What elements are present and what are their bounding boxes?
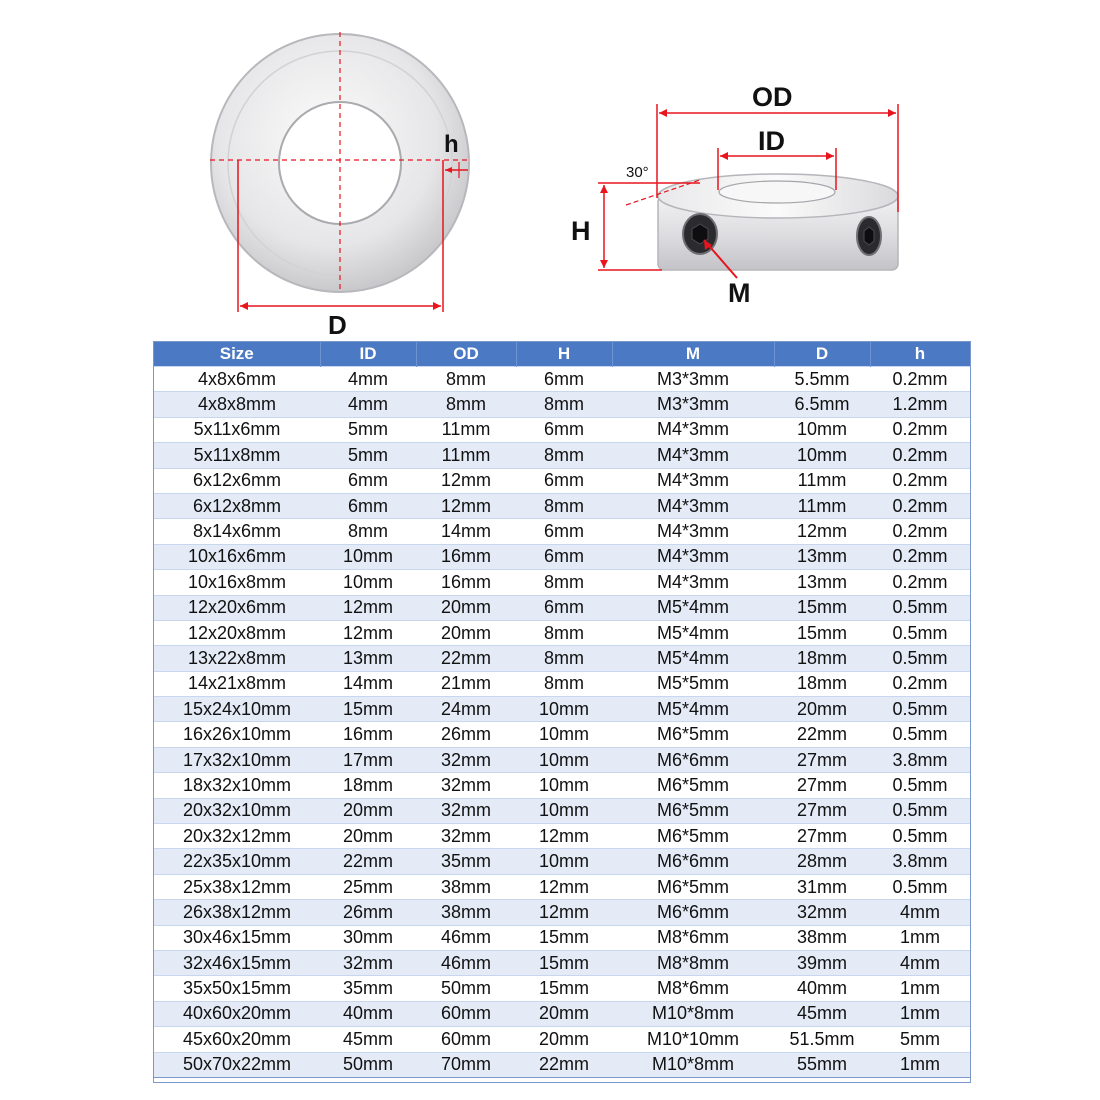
- table-cell: 50mm: [320, 1052, 416, 1077]
- table-cell: 6x12x8mm: [154, 493, 320, 518]
- table-cell: 27mm: [774, 824, 870, 849]
- table-cell: 32x46x15mm: [154, 950, 320, 975]
- table-cell: 0.2mm: [870, 417, 970, 442]
- table-cell: 5mm: [320, 443, 416, 468]
- table-cell: M4*3mm: [612, 468, 774, 493]
- table-row: [154, 1052, 970, 1077]
- table-cell: 0.2mm: [870, 493, 970, 518]
- table-cell: 15mm: [774, 595, 870, 620]
- table-cell: 12mm: [516, 824, 612, 849]
- table-cell: 0.2mm: [870, 468, 970, 493]
- table-cell: 5mm: [320, 417, 416, 442]
- table-cell: 22x35x10mm: [154, 849, 320, 874]
- table-cell: 11mm: [416, 417, 516, 442]
- table-cell: 1.2mm: [870, 392, 970, 417]
- table-cell: 35x50x15mm: [154, 976, 320, 1001]
- table-cell: 40x60x20mm: [154, 1001, 320, 1026]
- table-cell: 3.8mm: [870, 747, 970, 772]
- table-cell: 39mm: [774, 950, 870, 975]
- table-cell: 4mm: [320, 392, 416, 417]
- table-cell: M8*8mm: [612, 950, 774, 975]
- table-row: [154, 747, 970, 772]
- table-cell: 10mm: [774, 417, 870, 442]
- od-label: OD: [752, 82, 793, 112]
- table-cell: 16mm: [416, 544, 516, 569]
- id-arrow-right: [826, 152, 834, 160]
- table-cell: 0.5mm: [870, 595, 970, 620]
- table-cell: 20mm: [416, 620, 516, 645]
- table-cell: 46mm: [416, 925, 516, 950]
- table-cell: 20mm: [320, 798, 416, 823]
- h-arrow-top: [600, 185, 608, 193]
- od-arrow-right: [888, 109, 896, 117]
- table-cell: 18mm: [774, 646, 870, 671]
- table-cell: 6mm: [516, 544, 612, 569]
- table-cell: 22mm: [774, 722, 870, 747]
- table-cell: 24mm: [416, 697, 516, 722]
- column-header-m-4: M: [612, 342, 774, 367]
- table-cell: 26mm: [320, 900, 416, 925]
- table-row: [154, 900, 970, 925]
- table-row: [154, 773, 970, 798]
- table-row: [154, 722, 970, 747]
- table-cell: 0.2mm: [870, 544, 970, 569]
- table-cell: 32mm: [416, 773, 516, 798]
- table-cell: 50x70x22mm: [154, 1052, 320, 1077]
- table-cell: 6mm: [516, 595, 612, 620]
- table-cell: M5*5mm: [612, 671, 774, 696]
- table-cell: 11mm: [774, 493, 870, 518]
- table-row: [154, 874, 970, 899]
- table-row: [154, 697, 970, 722]
- table-cell: 10mm: [516, 722, 612, 747]
- table-cell: 12mm: [416, 493, 516, 518]
- table-cell: 0.2mm: [870, 443, 970, 468]
- column-header-h-6: h: [870, 342, 970, 367]
- table-row: [154, 925, 970, 950]
- table-cell: 3.8mm: [870, 849, 970, 874]
- table-cell: 50mm: [416, 976, 516, 1001]
- table-cell: 6x12x6mm: [154, 468, 320, 493]
- table-cell: 4mm: [870, 900, 970, 925]
- table-row: [154, 367, 970, 392]
- table-cell: 8mm: [416, 367, 516, 392]
- table-cell: M10*10mm: [612, 1027, 774, 1052]
- table-cell: 25mm: [320, 874, 416, 899]
- h-arrow-bottom: [600, 260, 608, 268]
- collar-diagram: [0, 0, 1100, 340]
- table-cell: 8mm: [516, 392, 612, 417]
- column-header-size-0: Size: [154, 342, 320, 367]
- table-cell: 0.2mm: [870, 519, 970, 544]
- table-cell: 21mm: [416, 671, 516, 696]
- table-cell: M8*6mm: [612, 976, 774, 1001]
- table-cell: 8mm: [516, 570, 612, 595]
- table-cell: 12mm: [516, 900, 612, 925]
- table-cell: 26mm: [416, 722, 516, 747]
- table-cell: 5mm: [870, 1027, 970, 1052]
- table-cell: 60mm: [416, 1027, 516, 1052]
- table-cell: 13x22x8mm: [154, 646, 320, 671]
- table-cell: 1mm: [870, 1052, 970, 1077]
- table-cell: 0.5mm: [870, 773, 970, 798]
- table-cell: 10mm: [516, 697, 612, 722]
- table-cell: 5x11x8mm: [154, 443, 320, 468]
- table-cell: 15mm: [320, 697, 416, 722]
- table-cell: M6*6mm: [612, 900, 774, 925]
- table-cell: 0.5mm: [870, 697, 970, 722]
- table-cell: 1mm: [870, 925, 970, 950]
- table-cell: 15x24x10mm: [154, 697, 320, 722]
- table-cell: 27mm: [774, 798, 870, 823]
- spec-table: [154, 342, 971, 1078]
- table-cell: 11mm: [774, 468, 870, 493]
- d-label: D: [328, 310, 347, 340]
- column-header-d-5: D: [774, 342, 870, 367]
- table-cell: 6mm: [516, 519, 612, 544]
- table-cell: 12mm: [320, 620, 416, 645]
- table-cell: 14mm: [320, 671, 416, 696]
- table-cell: 13mm: [774, 570, 870, 595]
- table-cell: 46mm: [416, 950, 516, 975]
- table-cell: 0.5mm: [870, 620, 970, 645]
- table-row: [154, 417, 970, 442]
- table-cell: 18mm: [774, 671, 870, 696]
- table-row: [154, 443, 970, 468]
- table-cell: 5.5mm: [774, 367, 870, 392]
- table-cell: 38mm: [416, 900, 516, 925]
- table-cell: 25x38x12mm: [154, 874, 320, 899]
- table-row: [154, 493, 970, 518]
- table-row: [154, 849, 970, 874]
- table-cell: 12mm: [516, 874, 612, 899]
- table-cell: 12x20x8mm: [154, 620, 320, 645]
- table-cell: 22mm: [416, 646, 516, 671]
- table-cell: 10mm: [320, 570, 416, 595]
- table-cell: M6*6mm: [612, 747, 774, 772]
- table-row: [154, 595, 970, 620]
- table-cell: 10mm: [516, 849, 612, 874]
- dimension-drawing: [0, 0, 1100, 340]
- table-cell: 4x8x6mm: [154, 367, 320, 392]
- table-cell: M4*3mm: [612, 417, 774, 442]
- table-cell: 4mm: [320, 367, 416, 392]
- table-row: [154, 798, 970, 823]
- table-cell: 6mm: [516, 468, 612, 493]
- spec-table-body: [154, 367, 970, 1078]
- table-cell: 12mm: [416, 468, 516, 493]
- table-cell: 38mm: [774, 925, 870, 950]
- table-cell: 30mm: [320, 925, 416, 950]
- table-cell: M10*8mm: [612, 1052, 774, 1077]
- table-cell: 20x32x12mm: [154, 824, 320, 849]
- table-row: [154, 950, 970, 975]
- table-cell: 14x21x8mm: [154, 671, 320, 696]
- table-cell: 32mm: [416, 798, 516, 823]
- table-cell: 16mm: [416, 570, 516, 595]
- table-cell: 6mm: [516, 417, 612, 442]
- table-row: [154, 976, 970, 1001]
- table-cell: 10mm: [516, 798, 612, 823]
- table-cell: 10mm: [516, 747, 612, 772]
- table-cell: 10mm: [774, 443, 870, 468]
- collar-side-view: [571, 82, 898, 308]
- table-row: [154, 392, 970, 417]
- table-cell: 8mm: [516, 671, 612, 696]
- table-cell: 60mm: [416, 1001, 516, 1026]
- table-cell: M6*5mm: [612, 773, 774, 798]
- table-row: [154, 824, 970, 849]
- table-cell: 0.5mm: [870, 824, 970, 849]
- table-cell: M4*3mm: [612, 519, 774, 544]
- table-cell: 35mm: [320, 976, 416, 1001]
- id-label: ID: [758, 126, 785, 156]
- collar-front-view: [210, 32, 470, 340]
- table-cell: 6mm: [320, 468, 416, 493]
- table-cell: 27mm: [774, 747, 870, 772]
- table-row: [154, 1027, 970, 1052]
- table-cell: 0.2mm: [870, 671, 970, 696]
- table-cell: 8mm: [516, 443, 612, 468]
- table-cell: 15mm: [774, 620, 870, 645]
- table-cell: 0.5mm: [870, 722, 970, 747]
- table-cell: M4*3mm: [612, 443, 774, 468]
- table-cell: M4*3mm: [612, 493, 774, 518]
- table-cell: 17mm: [320, 747, 416, 772]
- table-row: [154, 519, 970, 544]
- column-header-id-1: ID: [320, 342, 416, 367]
- table-cell: 10x16x8mm: [154, 570, 320, 595]
- column-header-h-3: H: [516, 342, 612, 367]
- table-row: [154, 646, 970, 671]
- table-cell: 0.2mm: [870, 367, 970, 392]
- table-cell: 55mm: [774, 1052, 870, 1077]
- table-cell: M6*5mm: [612, 722, 774, 747]
- column-header-od-2: OD: [416, 342, 516, 367]
- table-cell: 40mm: [320, 1001, 416, 1026]
- table-cell: 8mm: [320, 519, 416, 544]
- table-cell: 32mm: [416, 824, 516, 849]
- set-screw-right: [857, 217, 881, 255]
- table-cell: 6mm: [320, 493, 416, 518]
- table-cell: 35mm: [416, 849, 516, 874]
- od-arrow-left: [659, 109, 667, 117]
- table-cell: 45mm: [320, 1027, 416, 1052]
- table-cell: 27mm: [774, 773, 870, 798]
- table-cell: 32mm: [416, 747, 516, 772]
- table-cell: 8mm: [416, 392, 516, 417]
- table-cell: 18x32x10mm: [154, 773, 320, 798]
- table-cell: 12mm: [320, 595, 416, 620]
- table-cell: M3*3mm: [612, 367, 774, 392]
- id-arrow-left: [720, 152, 728, 160]
- table-cell: 31mm: [774, 874, 870, 899]
- collar-top-bore: [719, 181, 835, 203]
- table-cell: 18mm: [320, 773, 416, 798]
- table-cell: 10x16x6mm: [154, 544, 320, 569]
- table-cell: 12x20x6mm: [154, 595, 320, 620]
- table-row: [154, 570, 970, 595]
- d-arrow-right: [433, 302, 441, 310]
- table-cell: 6mm: [516, 367, 612, 392]
- table-cell: 16x26x10mm: [154, 722, 320, 747]
- table-cell: 20mm: [516, 1027, 612, 1052]
- h-small-label: h: [444, 131, 459, 158]
- table-cell: 10mm: [516, 773, 612, 798]
- table-cell: 51.5mm: [774, 1027, 870, 1052]
- table-cell: M5*4mm: [612, 697, 774, 722]
- table-row: [154, 1001, 970, 1026]
- table-cell: 4x8x8mm: [154, 392, 320, 417]
- table-cell: 15mm: [516, 925, 612, 950]
- table-row: [154, 671, 970, 696]
- table-row: [154, 544, 970, 569]
- table-cell: 4mm: [870, 950, 970, 975]
- table-cell: 20x32x10mm: [154, 798, 320, 823]
- m-label: M: [728, 278, 751, 308]
- table-cell: 5x11x6mm: [154, 417, 320, 442]
- table-cell: 11mm: [416, 443, 516, 468]
- table-cell: 16mm: [320, 722, 416, 747]
- table-cell: 0.2mm: [870, 570, 970, 595]
- angle-label: 30°: [626, 164, 649, 181]
- table-cell: 70mm: [416, 1052, 516, 1077]
- spec-table-header: [154, 342, 970, 367]
- table-row: [154, 620, 970, 645]
- table-cell: 13mm: [320, 646, 416, 671]
- table-cell: 15mm: [516, 976, 612, 1001]
- h-label: H: [571, 216, 591, 246]
- table-cell: M10*8mm: [612, 1001, 774, 1026]
- table-cell: 12mm: [774, 519, 870, 544]
- table-cell: M6*5mm: [612, 798, 774, 823]
- table-cell: 40mm: [774, 976, 870, 1001]
- table-cell: M6*6mm: [612, 849, 774, 874]
- table-cell: 6.5mm: [774, 392, 870, 417]
- table-cell: 22mm: [320, 849, 416, 874]
- table-cell: M3*3mm: [612, 392, 774, 417]
- table-cell: 22mm: [516, 1052, 612, 1077]
- table-cell: M6*5mm: [612, 874, 774, 899]
- table-cell: 20mm: [416, 595, 516, 620]
- table-cell: 8mm: [516, 493, 612, 518]
- table-cell: 45x60x20mm: [154, 1027, 320, 1052]
- table-cell: 8mm: [516, 620, 612, 645]
- table-cell: 26x38x12mm: [154, 900, 320, 925]
- table-cell: 20mm: [516, 1001, 612, 1026]
- table-cell: 1mm: [870, 976, 970, 1001]
- table-cell: 32mm: [320, 950, 416, 975]
- table-row: [154, 468, 970, 493]
- table-cell: M5*4mm: [612, 595, 774, 620]
- table-cell: M8*6mm: [612, 925, 774, 950]
- table-cell: M6*5mm: [612, 824, 774, 849]
- table-cell: M4*3mm: [612, 570, 774, 595]
- header-row: [154, 342, 970, 367]
- table-cell: 10mm: [320, 544, 416, 569]
- table-cell: 8x14x6mm: [154, 519, 320, 544]
- table-cell: 20mm: [774, 697, 870, 722]
- table-cell: 14mm: [416, 519, 516, 544]
- table-cell: 15mm: [516, 950, 612, 975]
- table-cell: M5*4mm: [612, 646, 774, 671]
- table-cell: 13mm: [774, 544, 870, 569]
- table-cell: 0.5mm: [870, 646, 970, 671]
- table-cell: 32mm: [774, 900, 870, 925]
- table-cell: 45mm: [774, 1001, 870, 1026]
- table-cell: 20mm: [320, 824, 416, 849]
- table-cell: 30x46x15mm: [154, 925, 320, 950]
- table-cell: M5*4mm: [612, 620, 774, 645]
- table-cell: 8mm: [516, 646, 612, 671]
- table-cell: 1mm: [870, 1001, 970, 1026]
- table-cell: 28mm: [774, 849, 870, 874]
- table-cell: M4*3mm: [612, 544, 774, 569]
- table-cell: 0.5mm: [870, 874, 970, 899]
- d-arrow-left: [240, 302, 248, 310]
- table-cell: 38mm: [416, 874, 516, 899]
- table-cell: 17x32x10mm: [154, 747, 320, 772]
- table-cell: 0.5mm: [870, 798, 970, 823]
